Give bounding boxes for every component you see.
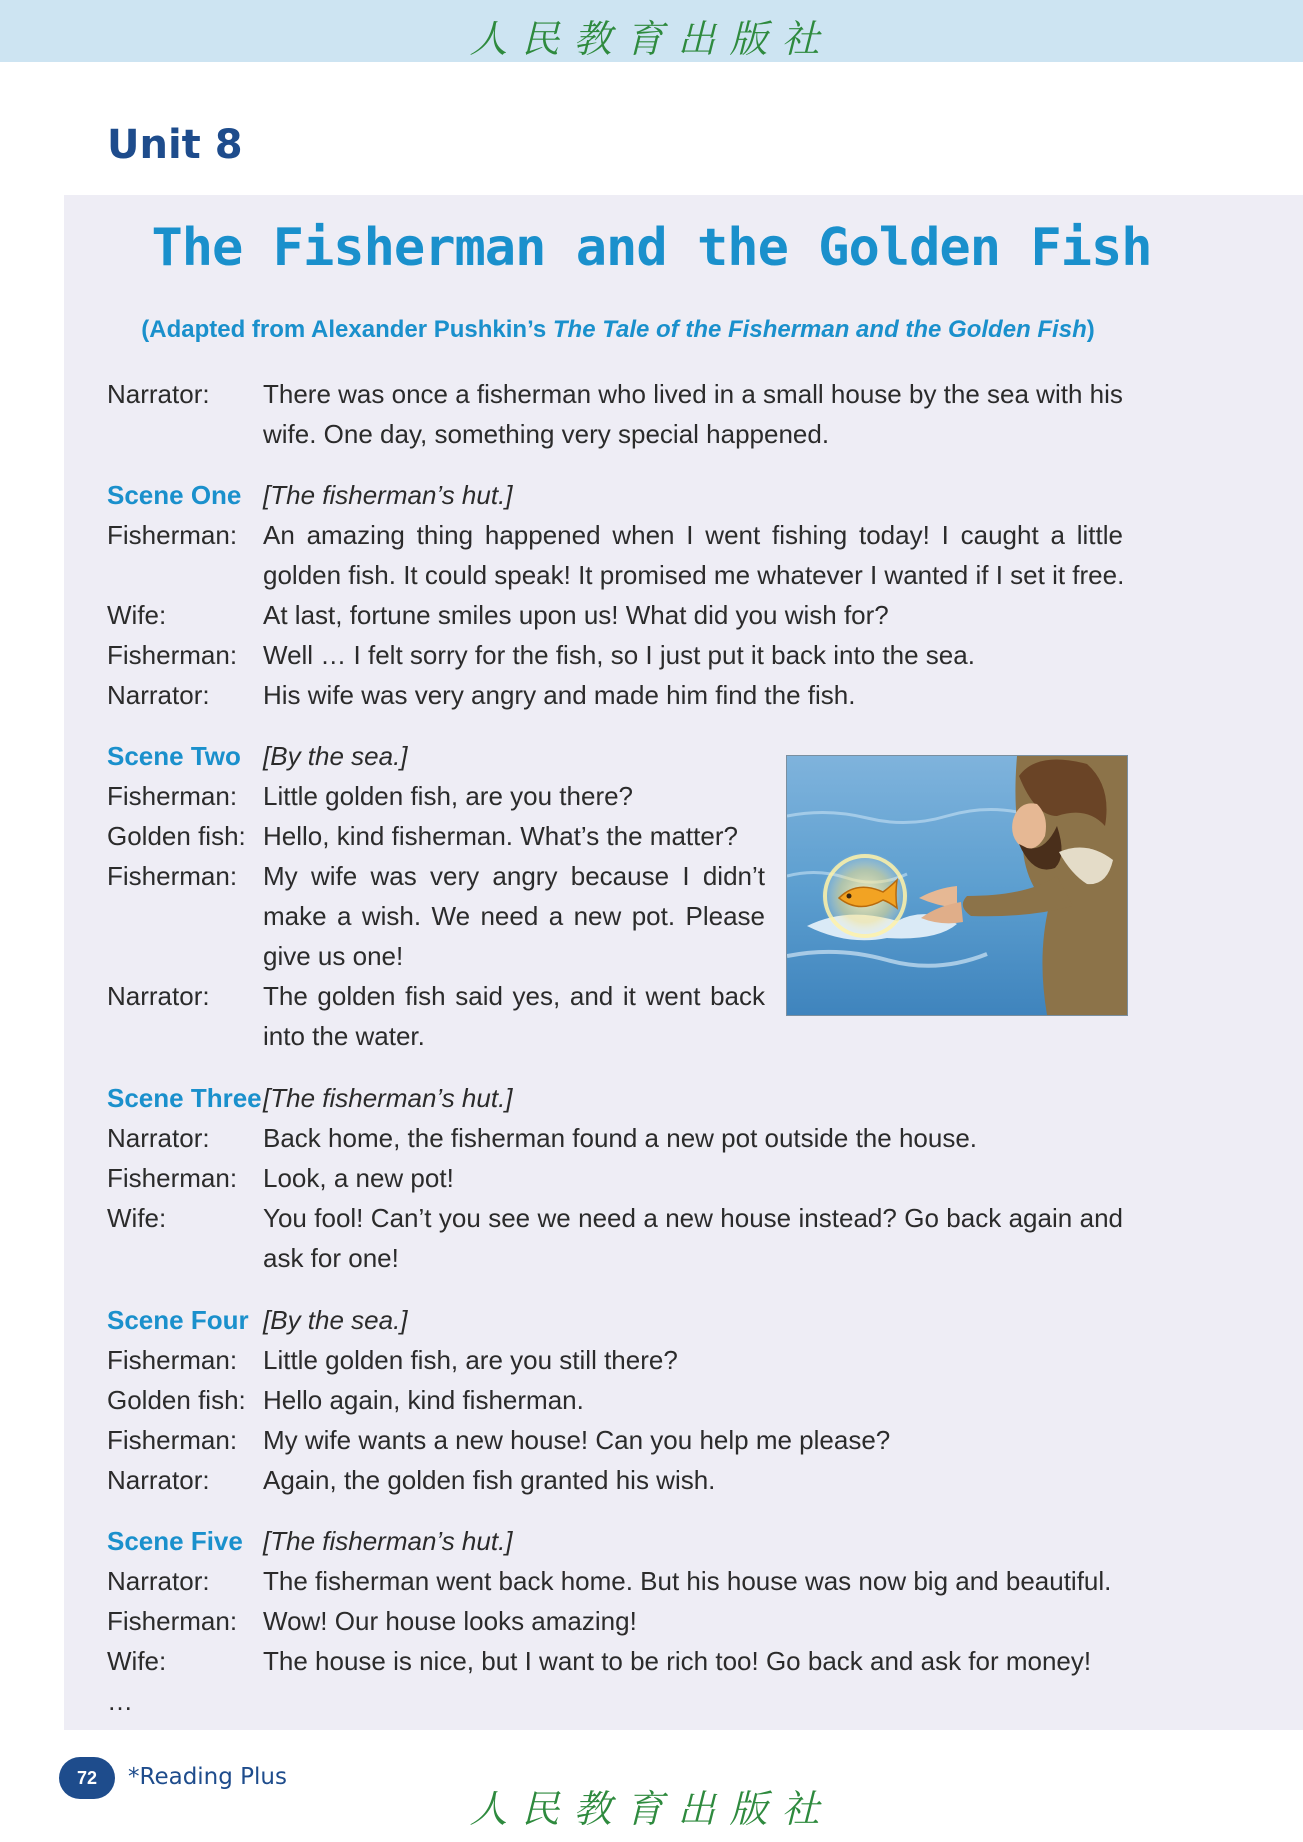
line-text: There was once a fisherman who lived in a small house by the sea with his bbox=[263, 379, 1123, 409]
line-text: Again, the golden fish granted his wish. bbox=[263, 1465, 716, 1495]
line-text: Back home, the fisherman found a new pot outside the house. bbox=[263, 1123, 978, 1153]
speaker: Fisherman: bbox=[107, 1345, 238, 1375]
subtitle-prefix: (Adapted from Alexander Pushkin’s bbox=[141, 316, 553, 343]
line-text: You fool! Can’t you see we need a new house instead? Go back again and bbox=[263, 1203, 1123, 1233]
speaker: Golden fish: bbox=[107, 1385, 246, 1415]
footer-section-label: *Reading Plus bbox=[128, 1764, 287, 1790]
subtitle-suffix: ) bbox=[1086, 316, 1095, 343]
script-line bbox=[107, 1601, 637, 1641]
line-text: At last, fortune smiles upon us! What did you wish for? bbox=[263, 600, 889, 630]
stage-direction: [The fisherman’s hut.] bbox=[263, 1526, 513, 1556]
script-line bbox=[107, 936, 403, 976]
script-line bbox=[107, 595, 889, 635]
scene-label: Scene Two bbox=[107, 741, 241, 771]
line-text: Well … I felt sorry for the fish, so I just put it back into the sea. bbox=[263, 640, 975, 670]
script-line bbox=[107, 1340, 678, 1380]
script-line bbox=[107, 414, 829, 454]
scene-label: Scene One bbox=[107, 480, 242, 510]
scene-label: Scene Three bbox=[107, 1083, 262, 1113]
speaker: Fisherman: bbox=[107, 1606, 238, 1636]
script-line bbox=[107, 1460, 715, 1500]
script-line bbox=[107, 976, 765, 1016]
script-line bbox=[107, 736, 408, 776]
script-line bbox=[107, 1521, 513, 1561]
speaker: Wife: bbox=[107, 600, 167, 630]
line-text: wife. One day, something very special happened. bbox=[263, 419, 830, 449]
speaker: Fisherman: bbox=[107, 1163, 238, 1193]
script-line bbox=[107, 1198, 1123, 1238]
line-text: His wife was very angry and made him find the fish. bbox=[263, 680, 856, 710]
line-text: An amazing thing happened when I went fishing today! I caught a little bbox=[263, 520, 1123, 550]
story-subtitle bbox=[0, 316, 1236, 344]
speaker: Fisherman: bbox=[107, 640, 238, 670]
script-line bbox=[107, 555, 1124, 595]
page-number-badge: 72 bbox=[59, 1757, 115, 1799]
speaker: Narrator: bbox=[107, 1566, 210, 1596]
fisherman-golden-fish-illustration bbox=[786, 755, 1128, 1016]
script-line bbox=[107, 675, 855, 715]
script-line bbox=[107, 1561, 1111, 1601]
speaker: Narrator: bbox=[107, 1465, 210, 1495]
speaker: Fisherman: bbox=[107, 520, 238, 550]
script-line bbox=[107, 475, 513, 515]
speaker: Narrator: bbox=[107, 1123, 210, 1153]
script-line bbox=[107, 515, 1123, 555]
script-line bbox=[107, 1238, 399, 1278]
stage-direction: [The fisherman’s hut.] bbox=[263, 480, 513, 510]
script-line bbox=[107, 1420, 890, 1460]
speaker: Wife: bbox=[107, 1203, 167, 1233]
unit-heading: Unit 8 bbox=[107, 122, 243, 168]
line-text: Hello, kind fisherman. What’s the matter? bbox=[263, 821, 738, 851]
script-line bbox=[107, 896, 765, 936]
script-line bbox=[107, 1016, 425, 1056]
line-text: The golden fish said yes, and it went back bbox=[263, 981, 765, 1011]
script-line bbox=[107, 816, 738, 856]
script-line bbox=[107, 1641, 1091, 1681]
scene-label: Scene Five bbox=[107, 1526, 243, 1556]
line-text: make a wish. We need a new pot. Please bbox=[263, 901, 765, 931]
script-line bbox=[107, 635, 975, 675]
line-text: My wife wants a new house! Can you help me please? bbox=[263, 1425, 891, 1455]
speaker: Fisherman: bbox=[107, 861, 238, 891]
line-text: Look, a new pot! bbox=[263, 1163, 454, 1193]
line-text: into the water. bbox=[263, 1021, 425, 1051]
script-line bbox=[107, 776, 633, 816]
speaker: Golden fish: bbox=[107, 821, 246, 851]
story-title: The Fisherman and the Golden Fish bbox=[151, 218, 1152, 278]
script-line bbox=[107, 1300, 408, 1340]
script-line bbox=[107, 856, 765, 896]
script-line bbox=[107, 374, 1123, 414]
speaker: Wife: bbox=[107, 1646, 167, 1676]
script-line bbox=[107, 1158, 454, 1198]
speaker: Fisherman: bbox=[107, 1425, 238, 1455]
script-line bbox=[107, 1681, 263, 1721]
speaker: Narrator: bbox=[107, 379, 210, 409]
speaker: Narrator: bbox=[107, 680, 210, 710]
publisher-logo-top: 人民教育出版社 bbox=[469, 17, 834, 61]
script-line bbox=[107, 1078, 513, 1118]
stage-direction: [By the sea.] bbox=[263, 1305, 408, 1335]
line-text: Little golden fish, are you there? bbox=[263, 781, 634, 811]
speaker: Fisherman: bbox=[107, 781, 238, 811]
scene-label: Scene Four bbox=[107, 1305, 249, 1335]
stage-direction: [The fisherman’s hut.] bbox=[263, 1083, 513, 1113]
subtitle-work: The Tale of the Fisherman and the Golden Fish bbox=[552, 316, 1087, 343]
line-text: Hello again, kind fisherman. bbox=[263, 1385, 584, 1415]
line-text: golden fish. It could speak! It promised me whatever I wanted if I set it free. bbox=[263, 560, 1125, 590]
line-text: My wife was very angry because I didn’t bbox=[263, 861, 765, 891]
line-text: Little golden fish, are you still there? bbox=[263, 1345, 678, 1375]
ellipsis: … bbox=[107, 1686, 133, 1716]
stage-direction: [By the sea.] bbox=[263, 741, 408, 771]
publisher-logo-bottom: 人民教育出版社 bbox=[469, 1787, 834, 1831]
script-line bbox=[107, 1380, 584, 1420]
line-text: ask for one! bbox=[263, 1243, 399, 1273]
script-line bbox=[107, 1118, 977, 1158]
line-text: The fisherman went back home. But his house was now big and beautiful. bbox=[263, 1566, 1112, 1596]
speaker: Narrator: bbox=[107, 981, 210, 1011]
line-text: give us one! bbox=[263, 941, 404, 971]
line-text: Wow! Our house looks amazing! bbox=[263, 1606, 637, 1636]
line-text: The house is nice, but I want to be rich too! Go back and ask for money! bbox=[263, 1646, 1092, 1676]
